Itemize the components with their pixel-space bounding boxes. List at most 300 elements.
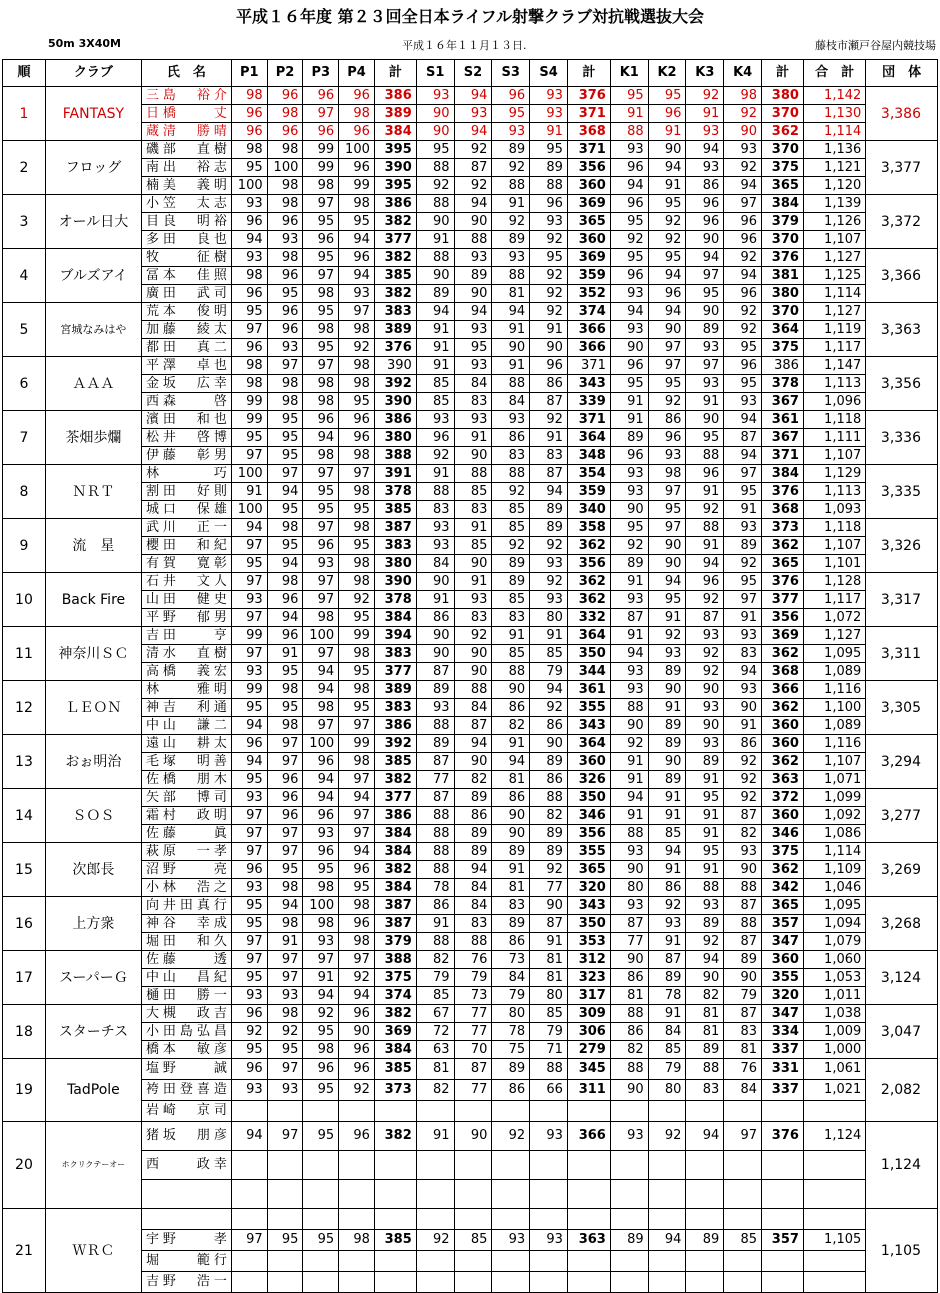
team-total: 3,386 [866, 87, 938, 141]
score-p3: 100 [303, 735, 339, 753]
score-s4: 81 [530, 951, 568, 969]
score-grand-total: 1,125 [803, 267, 865, 285]
score-p1: 98 [231, 87, 267, 105]
score-k1: 91 [610, 105, 648, 123]
col-p4: P4 [339, 60, 375, 87]
score-k4: 95 [724, 483, 762, 501]
score-k-total: 334 [762, 1023, 804, 1041]
score-s3: 80 [492, 1005, 530, 1023]
score-p3: 100 [303, 897, 339, 915]
score-k-total: 347 [762, 933, 804, 951]
col-k4: K4 [724, 60, 762, 87]
score-s1: 91 [416, 339, 454, 357]
score-s1: 92 [416, 1230, 454, 1251]
score-p1: 93 [231, 591, 267, 609]
score-k4: 91 [724, 501, 762, 519]
score-s2 [454, 1209, 492, 1230]
score-s2: 73 [454, 987, 492, 1005]
score-k3: 81 [686, 1005, 724, 1023]
team-total: 3,363 [866, 303, 938, 357]
score-k2: 95 [648, 375, 686, 393]
score-s3: 91 [492, 321, 530, 339]
table-row [3, 1272, 938, 1293]
score-s1: 91 [416, 1122, 454, 1151]
score-s3: 91 [492, 357, 530, 375]
score-p1: 94 [231, 753, 267, 771]
shooter-name: 濱田 和也 [141, 411, 231, 429]
score-k3: 93 [686, 339, 724, 357]
score-k-total: 365 [762, 177, 804, 195]
team-club: ＬＥＯＮ [45, 681, 141, 735]
score-s-total: 343 [567, 717, 610, 735]
score-k3: 87 [686, 609, 724, 627]
score-k2: 97 [648, 339, 686, 357]
score-k4: 92 [724, 321, 762, 339]
team-rank: 13 [3, 735, 46, 789]
score-k2: 90 [648, 321, 686, 339]
score-p4 [339, 1272, 375, 1293]
score-k3: 93 [686, 627, 724, 645]
score-p-total [374, 1151, 416, 1180]
score-k-total: 360 [762, 717, 804, 735]
table-row [3, 753, 938, 771]
score-k3: 88 [686, 879, 724, 897]
score-s2: 91 [454, 429, 492, 447]
team-club: 宮城なみはや [45, 303, 141, 357]
score-k4: 96 [724, 213, 762, 231]
score-p2: 97 [267, 969, 303, 987]
shooter-name: 神谷 幸成 [141, 915, 231, 933]
score-s3: 96 [492, 87, 530, 105]
score-k3: 92 [686, 663, 724, 681]
score-k4: 93 [724, 681, 762, 699]
table-row [3, 717, 938, 735]
score-k1: 93 [610, 141, 648, 159]
score-s2: 92 [454, 141, 492, 159]
score-k1: 93 [610, 465, 648, 483]
score-p4: 97 [339, 717, 375, 735]
score-p2 [267, 1209, 303, 1230]
score-p1: 96 [231, 1059, 267, 1080]
score-s-total: 366 [567, 321, 610, 339]
score-p1: 99 [231, 393, 267, 411]
score-p3: 96 [303, 537, 339, 555]
score-p1: 95 [231, 429, 267, 447]
score-grand-total [803, 1101, 865, 1122]
score-s3: 86 [492, 1080, 530, 1101]
score-p1: 97 [231, 447, 267, 465]
score-p2: 96 [267, 267, 303, 285]
team-total: 3,372 [866, 195, 938, 249]
score-k-total: 376 [762, 573, 804, 591]
score-p1: 95 [231, 159, 267, 177]
score-s-total [567, 1251, 610, 1272]
score-s4: 89 [530, 843, 568, 861]
score-p-total: 390 [374, 357, 416, 375]
event-date: 平成１６年１１月１３日. [402, 39, 527, 52]
score-s3: 89 [492, 1059, 530, 1080]
score-p4: 93 [339, 285, 375, 303]
score-s4: 95 [530, 249, 568, 267]
score-p3: 99 [303, 159, 339, 177]
team-club: 茶畑歩爛 [45, 411, 141, 465]
table-row [3, 915, 938, 933]
score-p4 [339, 1101, 375, 1122]
score-p-total: 373 [374, 1080, 416, 1101]
score-s-total: 359 [567, 267, 610, 285]
score-k3: 97 [686, 267, 724, 285]
score-k1: 89 [610, 1230, 648, 1251]
score-p3: 97 [303, 573, 339, 591]
score-s3: 79 [492, 987, 530, 1005]
score-p-total: 383 [374, 537, 416, 555]
score-k-total: 337 [762, 1080, 804, 1101]
score-s4 [530, 1251, 568, 1272]
score-s3: 88 [492, 267, 530, 285]
score-s3: 93 [492, 1230, 530, 1251]
score-s3: 85 [492, 519, 530, 537]
score-k3: 90 [686, 969, 724, 987]
score-s3 [492, 1180, 530, 1209]
score-k2: 91 [648, 789, 686, 807]
score-p4: 96 [339, 861, 375, 879]
score-p4: 98 [339, 753, 375, 771]
score-k4: 84 [724, 1080, 762, 1101]
score-p1: 99 [231, 681, 267, 699]
table-row [3, 789, 938, 807]
table-row [3, 897, 938, 915]
score-k1: 91 [610, 573, 648, 591]
score-k1 [610, 1180, 648, 1209]
score-p4: 97 [339, 951, 375, 969]
score-s-total: 356 [567, 825, 610, 843]
score-p4: 96 [339, 1041, 375, 1059]
col-grand-total: 合 計 [803, 60, 865, 87]
score-k3: 94 [686, 555, 724, 573]
team-rank: 11 [3, 627, 46, 681]
score-p3: 95 [303, 483, 339, 501]
score-s1 [416, 1180, 454, 1209]
score-s3: 93 [492, 411, 530, 429]
team-total: 1,124 [866, 1122, 938, 1209]
team-total: 3,366 [866, 249, 938, 303]
table-row [3, 519, 938, 537]
score-p1 [231, 1151, 267, 1180]
score-p3: 95 [303, 861, 339, 879]
team-club: スーパーＧ [45, 951, 141, 1005]
score-k2: 95 [648, 195, 686, 213]
score-s2: 79 [454, 969, 492, 987]
score-s-total: 343 [567, 897, 610, 915]
score-s2: 85 [454, 483, 492, 501]
results-table [2, 59, 938, 1293]
score-s2: 77 [454, 1023, 492, 1041]
score-k2: 97 [648, 357, 686, 375]
score-s3: 89 [492, 141, 530, 159]
team-rank: 16 [3, 897, 46, 951]
score-p-total: 382 [374, 285, 416, 303]
score-p-total: 384 [374, 123, 416, 141]
score-k3: 91 [686, 537, 724, 555]
score-k2: 92 [648, 627, 686, 645]
score-p-total: 384 [374, 1041, 416, 1059]
score-k2: 94 [648, 267, 686, 285]
score-s2: 89 [454, 789, 492, 807]
shooter-name: 向井田真行 [141, 897, 231, 915]
score-p1: 94 [231, 717, 267, 735]
score-k3: 97 [686, 357, 724, 375]
score-p1 [231, 1251, 267, 1272]
score-k2: 90 [648, 555, 686, 573]
col-rank: 順 [3, 60, 46, 87]
score-k-total: 368 [762, 501, 804, 519]
score-p2: 98 [267, 717, 303, 735]
score-s1: 93 [416, 87, 454, 105]
event-venue: 藤枝市瀬戸谷屋内競技場 [815, 39, 936, 52]
score-s3: 90 [492, 825, 530, 843]
score-grand-total: 1,105 [803, 1230, 865, 1251]
table-row [3, 1122, 938, 1151]
score-p1: 97 [231, 807, 267, 825]
score-k1: 91 [610, 411, 648, 429]
score-s-total: 364 [567, 429, 610, 447]
shooter-name: 矢部 博司 [141, 789, 231, 807]
score-p1: 98 [231, 375, 267, 393]
score-k-total: 372 [762, 789, 804, 807]
score-s3: 90 [492, 339, 530, 357]
score-s3: 86 [492, 789, 530, 807]
score-k-total: 362 [762, 645, 804, 663]
score-p3: 98 [303, 609, 339, 627]
shooter-name: 遠山 耕太 [141, 735, 231, 753]
shooter-name: 牧 征樹 [141, 249, 231, 267]
team-club: 次郎長 [45, 843, 141, 897]
score-s-total: 374 [567, 303, 610, 321]
score-grand-total: 1,147 [803, 357, 865, 375]
score-p2: 96 [267, 771, 303, 789]
score-p4: 95 [339, 213, 375, 231]
score-s-total: 355 [567, 699, 610, 717]
score-p-total: 385 [374, 1059, 416, 1080]
score-k4: 93 [724, 519, 762, 537]
team-club: ＡＡＡ [45, 357, 141, 411]
score-p3: 95 [303, 1230, 339, 1251]
table-row [3, 177, 938, 195]
score-p3: 96 [303, 231, 339, 249]
score-s2: 94 [454, 195, 492, 213]
score-p3: 98 [303, 879, 339, 897]
score-k1 [610, 1101, 648, 1122]
score-p-total: 388 [374, 447, 416, 465]
team-rank: 15 [3, 843, 46, 897]
score-p2 [267, 1101, 303, 1122]
score-k-total: 381 [762, 267, 804, 285]
score-s3: 89 [492, 231, 530, 249]
score-k3: 93 [686, 159, 724, 177]
shooter-name: 橋本 敏彦 [141, 1041, 231, 1059]
score-k2: 95 [648, 501, 686, 519]
shooter-name: 松井 啓博 [141, 429, 231, 447]
score-s3: 88 [492, 663, 530, 681]
score-s4: 90 [530, 339, 568, 357]
score-s1: 87 [416, 753, 454, 771]
score-p2 [267, 1180, 303, 1209]
score-grand-total: 1,116 [803, 681, 865, 699]
score-p-total: 384 [374, 879, 416, 897]
score-p4: 99 [339, 177, 375, 195]
score-s3: 85 [492, 501, 530, 519]
shooter-name: 岩崎 京司 [141, 1101, 231, 1122]
score-p1: 96 [231, 105, 267, 123]
score-grand-total [803, 1151, 865, 1180]
score-p-total: 387 [374, 915, 416, 933]
score-k2: 92 [648, 231, 686, 249]
score-s2: 89 [454, 825, 492, 843]
score-p4: 97 [339, 825, 375, 843]
score-s4: 66 [530, 1080, 568, 1101]
score-s-total: 339 [567, 393, 610, 411]
shooter-name: 櫻田 和紀 [141, 537, 231, 555]
score-s4: 77 [530, 879, 568, 897]
score-s2: 90 [454, 645, 492, 663]
score-s-total: 371 [567, 105, 610, 123]
score-k3: 94 [686, 1122, 724, 1151]
table-row [3, 735, 938, 753]
score-k4: 92 [724, 105, 762, 123]
score-p4: 98 [339, 645, 375, 663]
score-p2: 96 [267, 627, 303, 645]
score-k2: 94 [648, 843, 686, 861]
team-rank: 9 [3, 519, 46, 573]
score-grand-total: 1,092 [803, 807, 865, 825]
shooter-name: 城口 保雄 [141, 501, 231, 519]
score-k1: 94 [610, 177, 648, 195]
score-k2: 80 [648, 1080, 686, 1101]
score-p-total: 379 [374, 933, 416, 951]
score-s2: 88 [454, 933, 492, 951]
score-p2: 95 [267, 861, 303, 879]
score-p3: 92 [303, 1005, 339, 1023]
score-p2: 93 [267, 231, 303, 249]
score-s-total: 365 [567, 213, 610, 231]
score-k-total [762, 1101, 804, 1122]
score-p1 [231, 1180, 267, 1209]
score-s1: 90 [416, 645, 454, 663]
team-rank: 10 [3, 573, 46, 627]
score-k-total: 364 [762, 321, 804, 339]
score-p1 [231, 1209, 267, 1230]
score-p3: 96 [303, 807, 339, 825]
score-s4: 88 [530, 177, 568, 195]
score-p4: 96 [339, 1122, 375, 1151]
score-p-total: 369 [374, 1023, 416, 1041]
score-p4: 97 [339, 771, 375, 789]
score-s3: 89 [492, 843, 530, 861]
shooter-name: 有賀 寛彰 [141, 555, 231, 573]
score-k4: 97 [724, 1122, 762, 1151]
score-s-total: 355 [567, 843, 610, 861]
score-s1: 84 [416, 555, 454, 573]
score-p3: 98 [303, 375, 339, 393]
score-k1: 93 [610, 1122, 648, 1151]
score-k4: 92 [724, 555, 762, 573]
score-p-total: 383 [374, 699, 416, 717]
results-body [3, 87, 938, 1293]
score-k4: 88 [724, 915, 762, 933]
score-k4: 93 [724, 627, 762, 645]
score-p4: 95 [339, 393, 375, 411]
score-k3: 93 [686, 699, 724, 717]
score-grand-total: 1,021 [803, 1080, 865, 1101]
score-s2: 90 [454, 285, 492, 303]
score-p3: 94 [303, 987, 339, 1005]
score-p2: 95 [267, 699, 303, 717]
score-k-total: 369 [762, 627, 804, 645]
score-s1: 85 [416, 987, 454, 1005]
score-k4: 94 [724, 267, 762, 285]
score-p1: 97 [231, 825, 267, 843]
score-s4 [530, 1272, 568, 1293]
score-k2: 97 [648, 483, 686, 501]
team-club: フロッグ [45, 141, 141, 195]
score-p3: 98 [303, 1041, 339, 1059]
score-k4: 93 [724, 141, 762, 159]
score-k3: 95 [686, 285, 724, 303]
score-s1: 86 [416, 609, 454, 627]
score-p-total: 382 [374, 1005, 416, 1023]
score-p2: 93 [267, 339, 303, 357]
score-s1: 89 [416, 735, 454, 753]
col-s-total: 計 [567, 60, 610, 87]
score-p1: 94 [231, 231, 267, 249]
score-k3: 92 [686, 591, 724, 609]
score-k4: 87 [724, 807, 762, 825]
shooter-name [141, 1209, 231, 1230]
score-k4 [724, 1101, 762, 1122]
score-k-total: 362 [762, 537, 804, 555]
score-p2: 98 [267, 879, 303, 897]
score-k3: 95 [686, 843, 724, 861]
shooter-name: 佐藤 透 [141, 951, 231, 969]
score-p2: 95 [267, 1041, 303, 1059]
score-k2: 94 [648, 159, 686, 177]
score-p-total: 382 [374, 249, 416, 267]
score-p-total: 390 [374, 159, 416, 177]
score-s-total: 368 [567, 123, 610, 141]
score-s1: 88 [416, 249, 454, 267]
col-k-total: 計 [762, 60, 804, 87]
shooter-name: 毛塚 明善 [141, 753, 231, 771]
score-k1: 93 [610, 285, 648, 303]
score-s1: 88 [416, 483, 454, 501]
score-s4: 87 [530, 465, 568, 483]
score-p1: 92 [231, 1023, 267, 1041]
score-grand-total: 1,096 [803, 393, 865, 411]
score-k1: 77 [610, 933, 648, 951]
score-s1: 87 [416, 663, 454, 681]
score-grand-total: 1,129 [803, 465, 865, 483]
team-club: ＮＲＴ [45, 465, 141, 519]
score-s1: 82 [416, 951, 454, 969]
score-k1: 95 [610, 519, 648, 537]
score-p-total: 377 [374, 789, 416, 807]
score-k-total: 370 [762, 105, 804, 123]
shooter-name: 日橋 丈 [141, 105, 231, 123]
score-p2: 96 [267, 123, 303, 141]
score-s4: 92 [530, 861, 568, 879]
team-total: 3,335 [866, 465, 938, 519]
score-s4: 93 [530, 555, 568, 573]
